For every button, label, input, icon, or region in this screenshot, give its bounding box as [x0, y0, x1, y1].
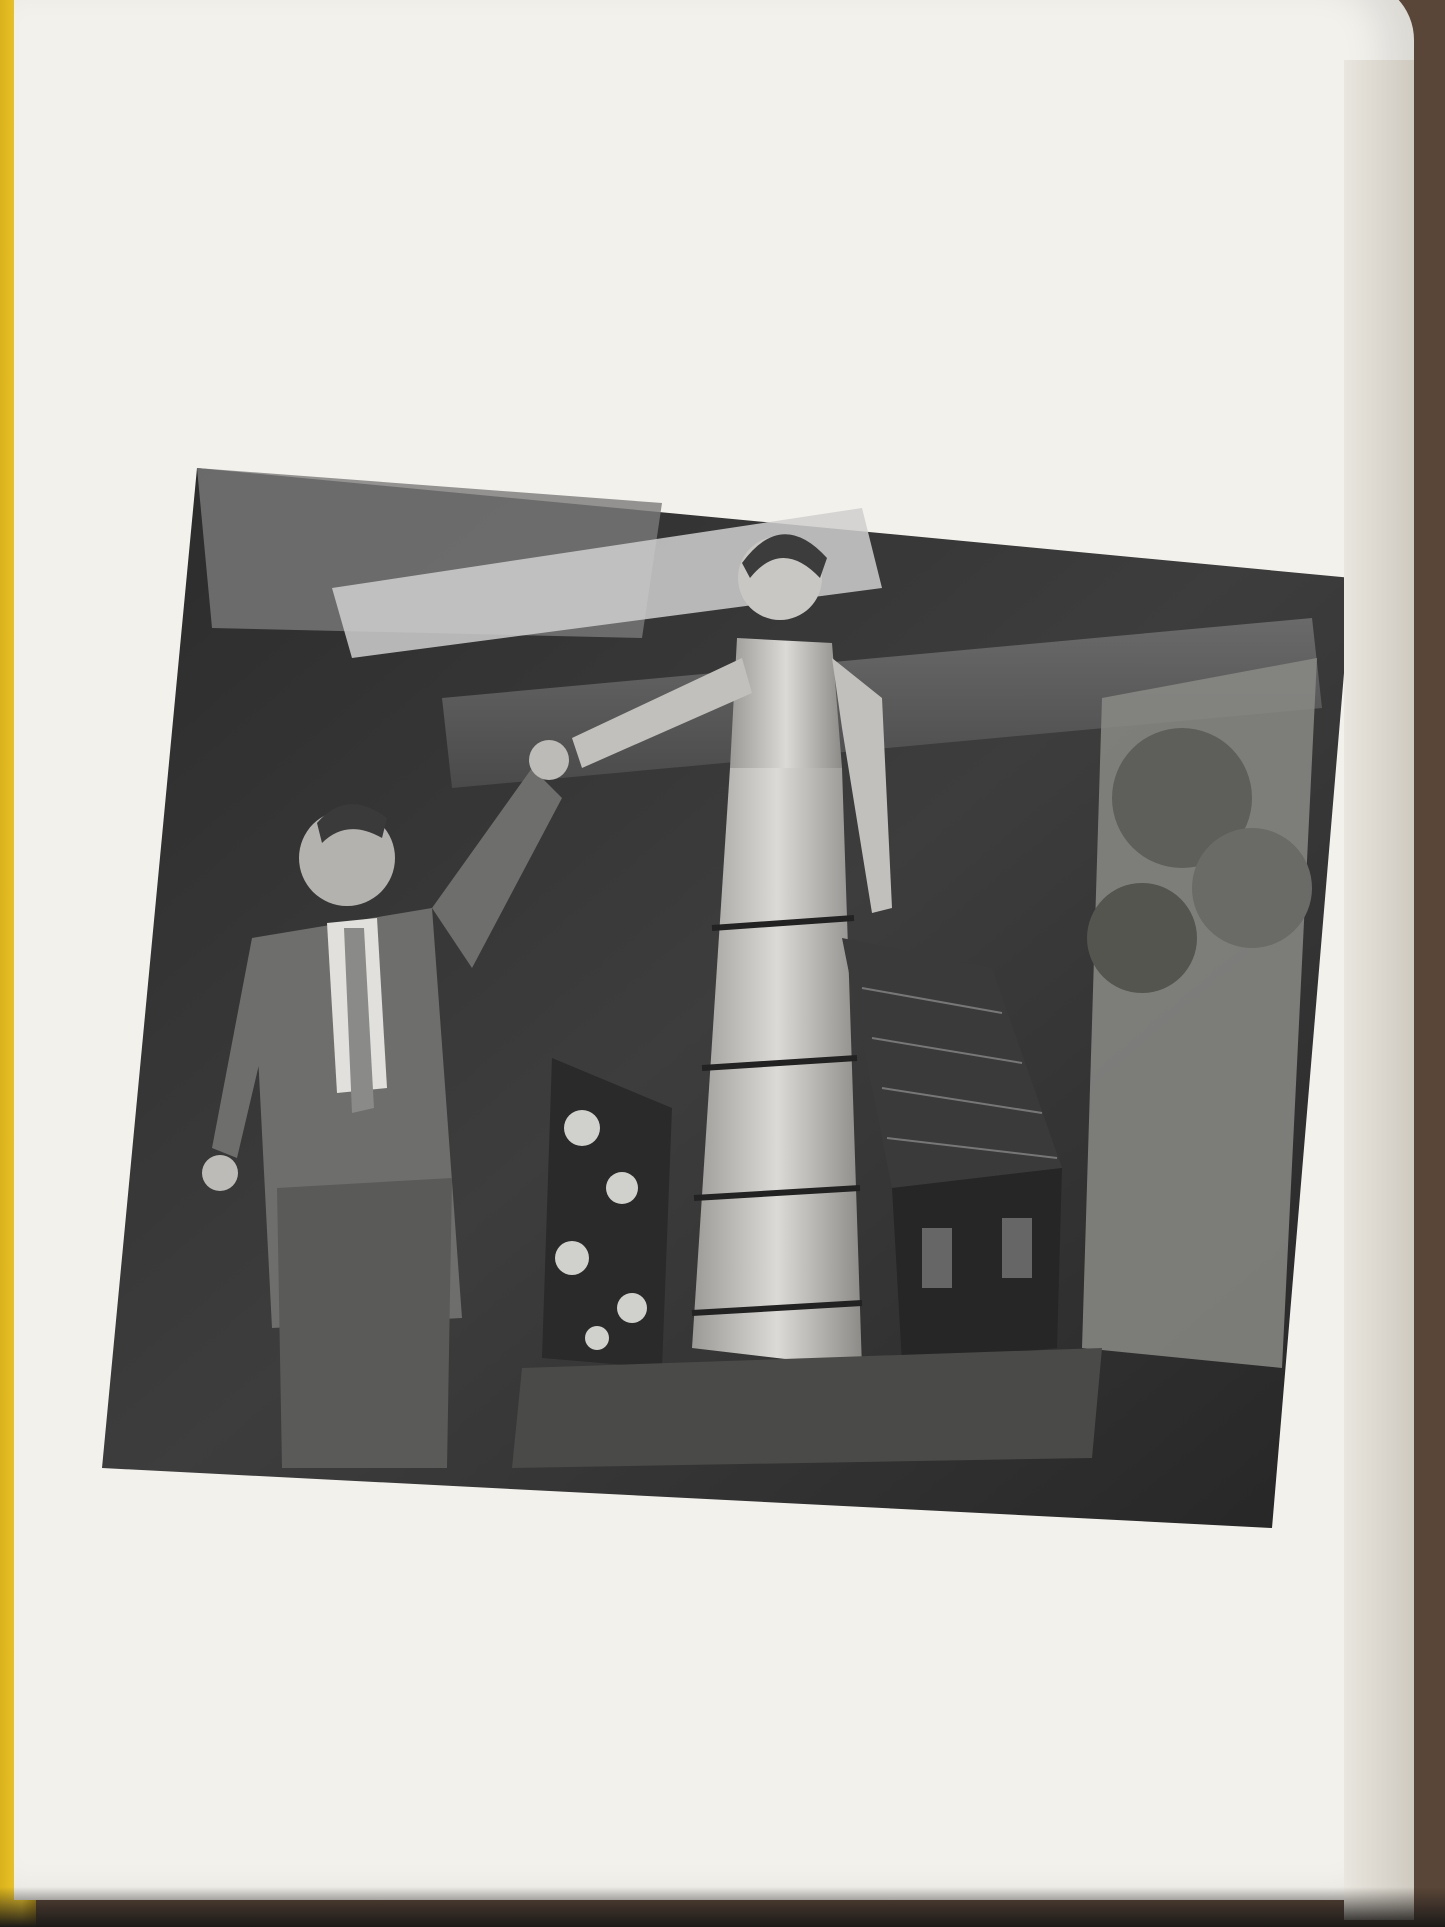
book-page [14, 0, 1414, 1900]
body-paragraph [464, 1558, 1283, 1604]
bottom-text-block [464, 1558, 1283, 1604]
facing-page-edge [1344, 60, 1414, 1920]
photograph [102, 468, 1352, 1528]
top-text-block [604, 10, 1392, 60]
photo-caption-top [242, 359, 582, 377]
photo-illustration [102, 468, 1352, 1528]
photo-caption-bottom [86, 1549, 446, 1568]
table-shadow [0, 1887, 1445, 1927]
